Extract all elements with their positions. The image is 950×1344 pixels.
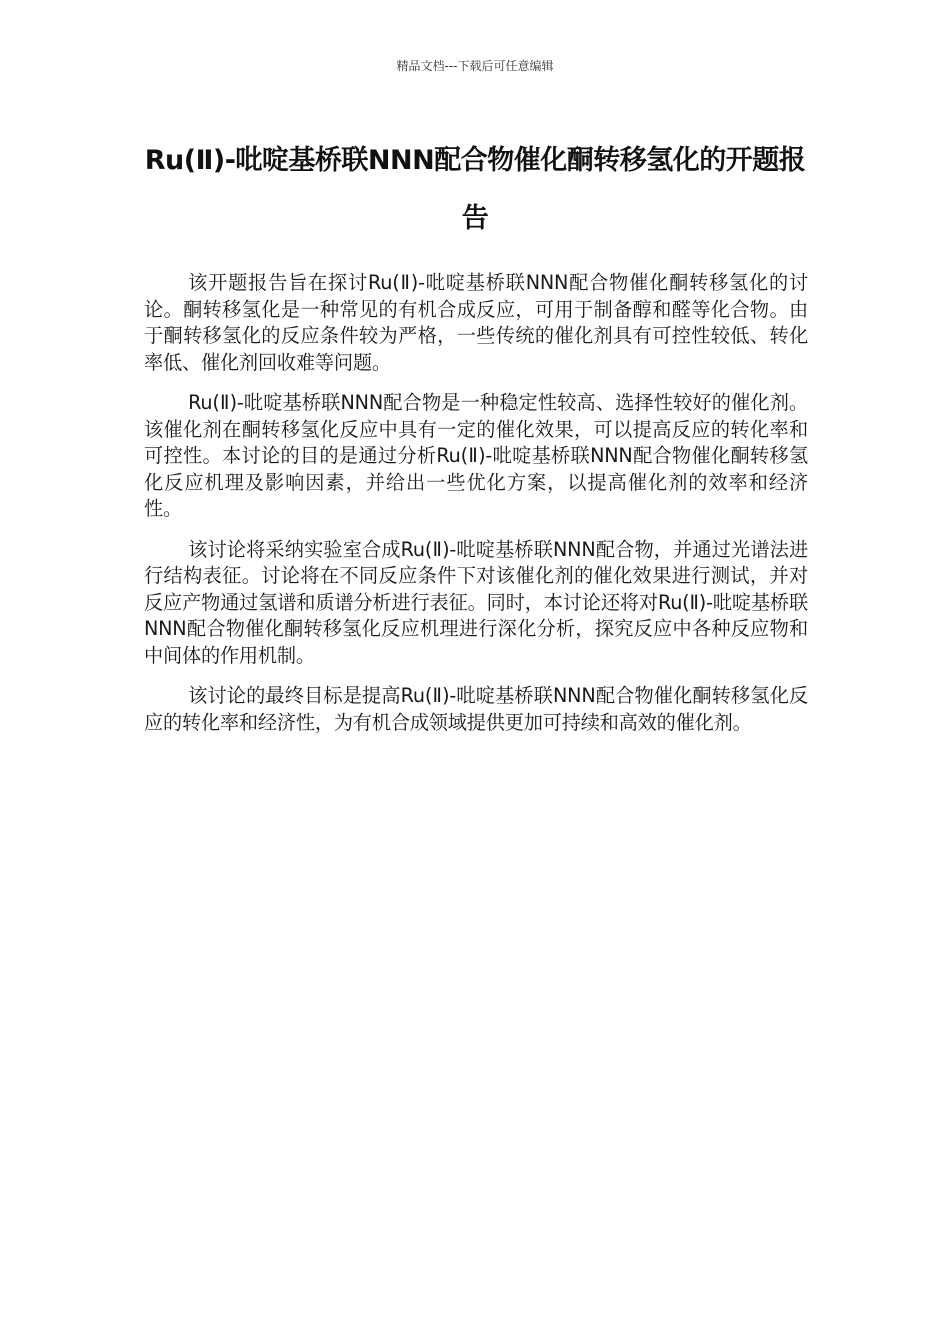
body-paragraph-2: Ru(Ⅱ)-吡啶基桥联NNN配合物是一种稳定性较高、选择性较好的催化剂。该催化剂在酮转移氢化反应中具有一定的催化效果，可以提高反应的转化率和可控性。本讨论的目的是通过分析Ru(Ⅱ)-吡啶基桥联NNN配合物催化酮转移氢化反应机理及影响因素，并给出一些优化方案，以提高催化剂的效率和经济性。 xyxy=(144,391,808,520)
body-paragraph-4: 该讨论的最终目标是提高Ru(Ⅱ)-吡啶基桥联NNN配合物催化酮转移氢化反应的转化率和经济性，为有机合成领域提供更加可持续和高效的催化剂。 xyxy=(144,684,808,734)
body-paragraph-3: 该讨论将采纳实验室合成Ru(Ⅱ)-吡啶基桥联NNN配合物，并通过光谱法进行结构表征。讨论将在不同反应条件下对该催化剂的催化效果进行测试，并对反应产物通过氢谱和质谱分析进行表征。同时，本讨论还将对Ru(Ⅱ)-吡啶基桥联NNN配合物催化酮转移氢化反应机理进行深化分析，探究反应中各种反应物和中间体的作用机制。 xyxy=(144,537,808,667)
body-paragraph-1: 该开题报告旨在探讨Ru(Ⅱ)-吡啶基桥联NNN配合物催化酮转移氢化的讨论。酮转移氢化是一种常见的有机合成反应，可用于制备醇和醛等化合物。由于酮转移氢化的反应条件较为严格，一些传统的催化剂具有可控性较低、转化率低、催化剂回收难等问题。 xyxy=(144,271,808,374)
page-header-watermark: 精品文档---下载后可任意编辑 xyxy=(396,59,554,73)
document-body xyxy=(144,270,808,750)
document-title: Ru(Ⅱ)-吡啶基桥联NNN配合物催化酮转移氢化的开题报告 xyxy=(144,145,806,234)
